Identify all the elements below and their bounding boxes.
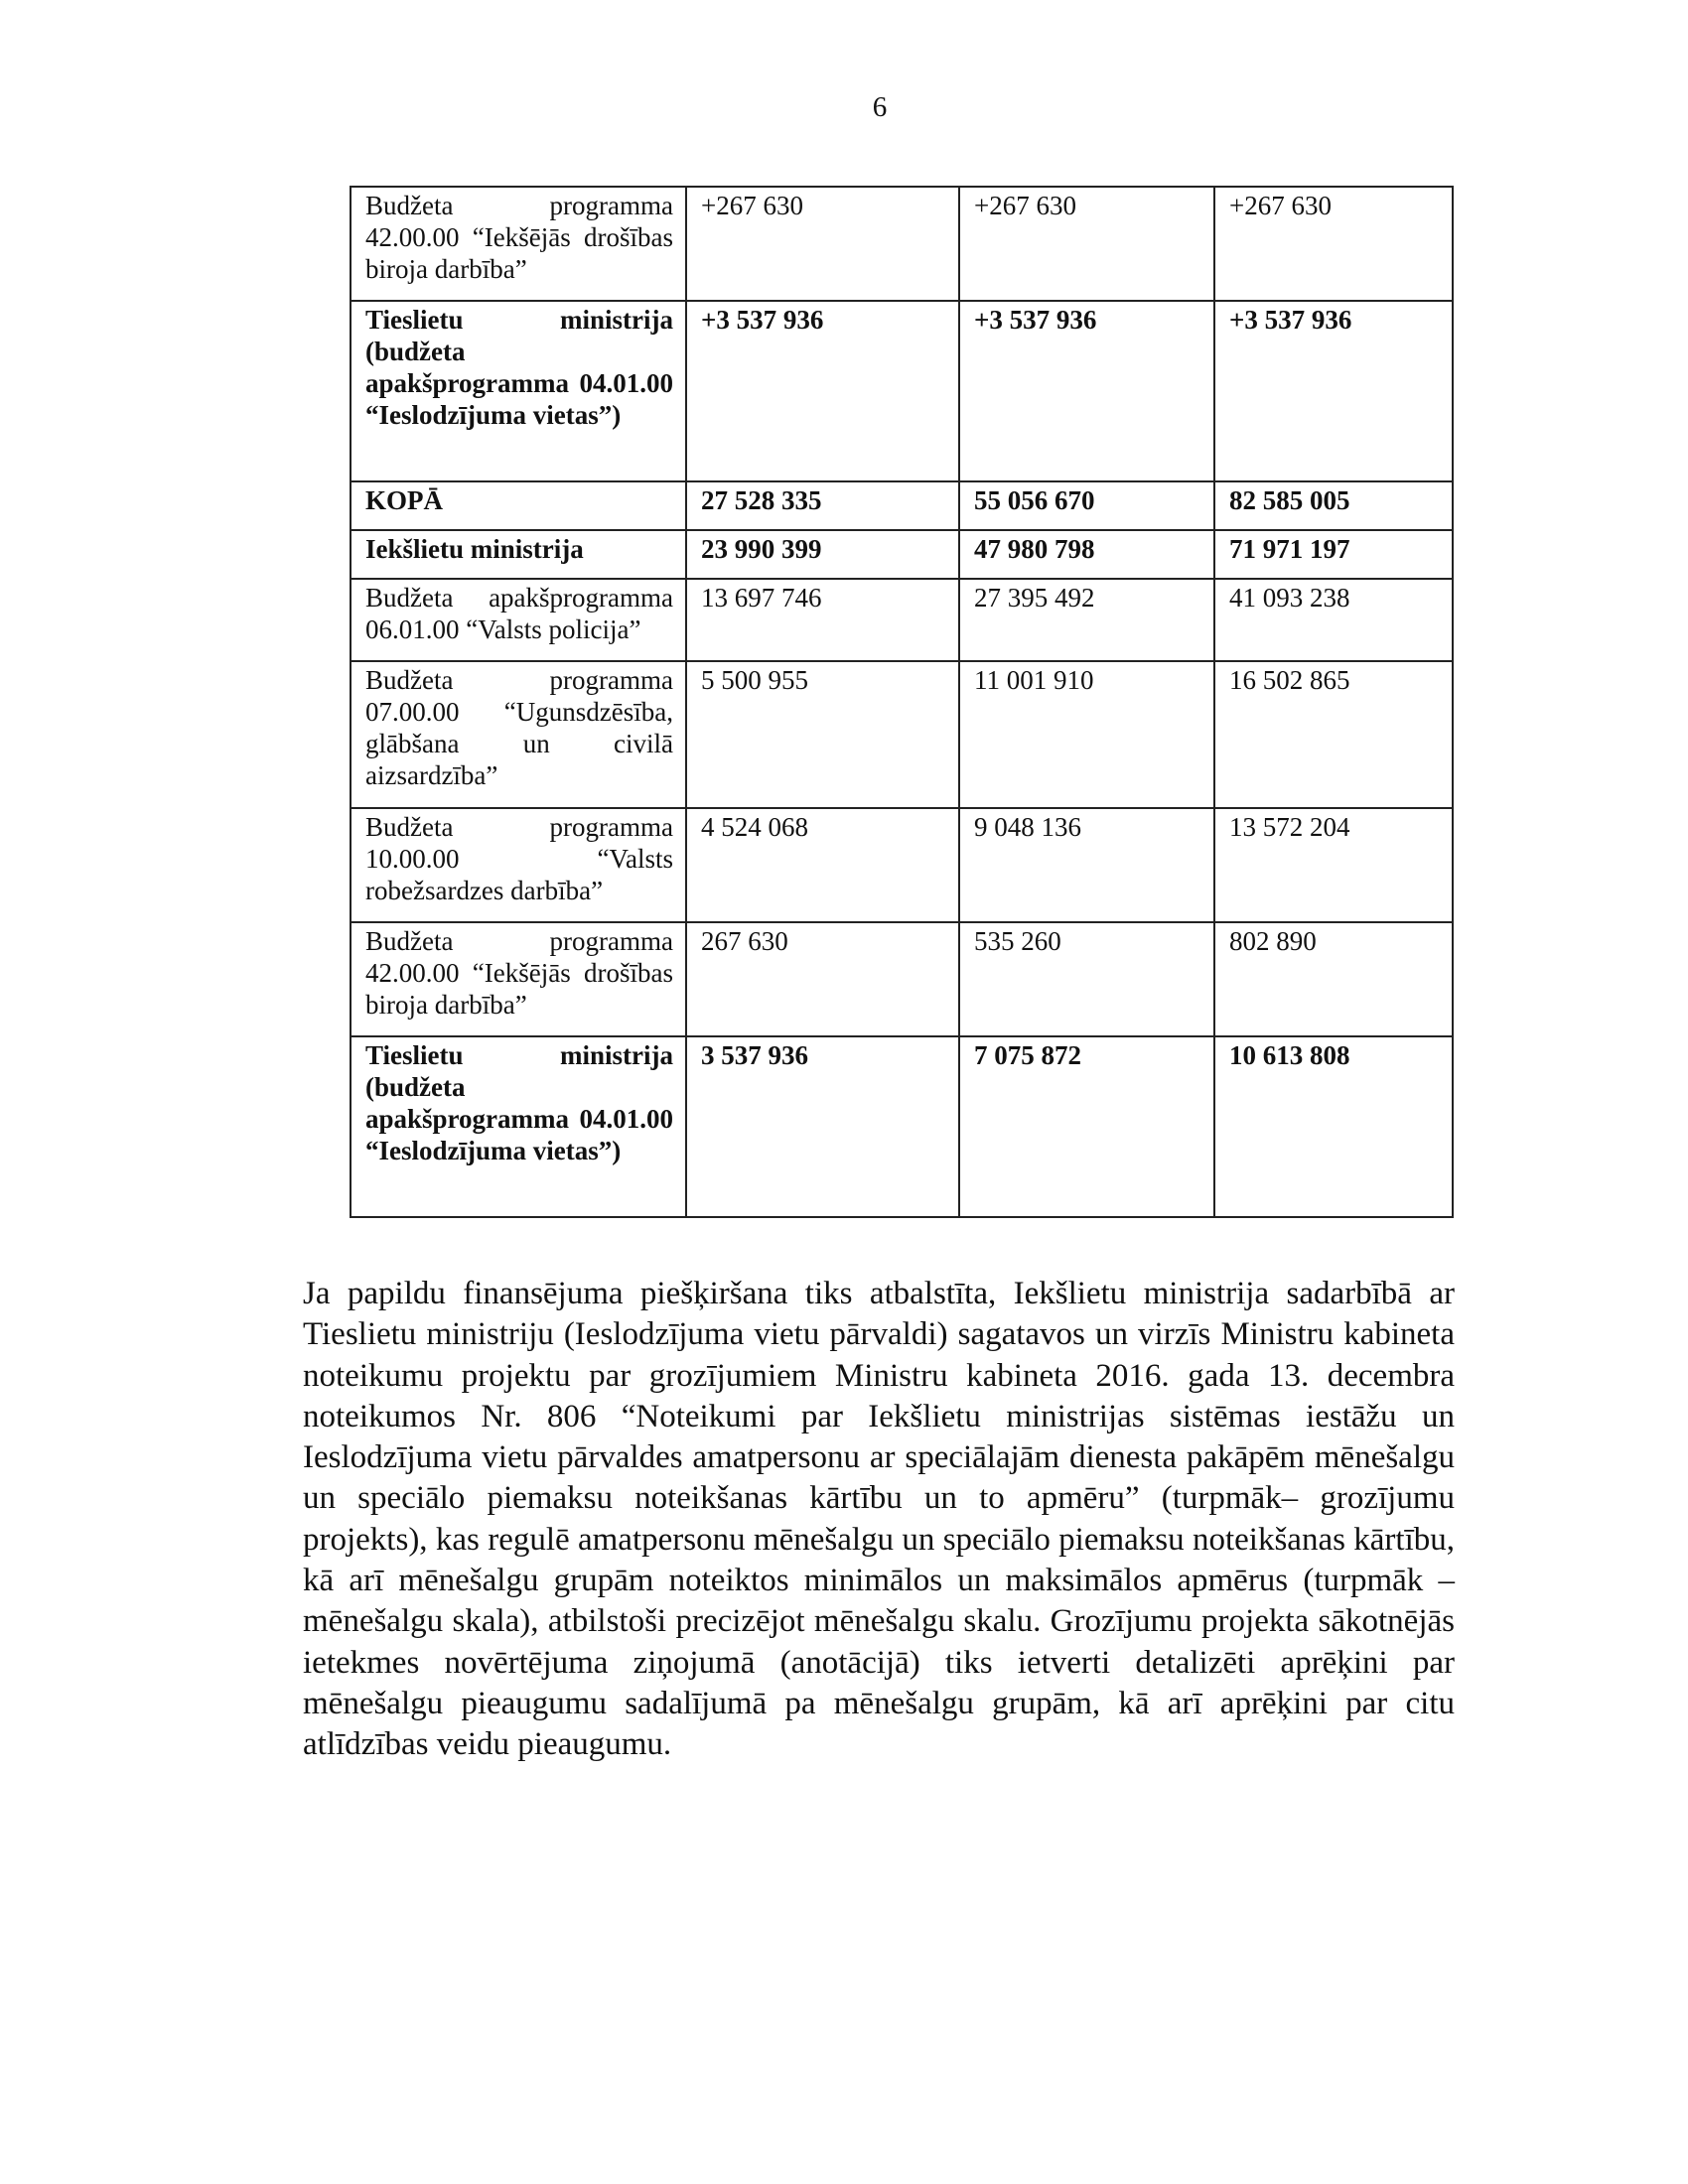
table-row	[351, 481, 1453, 530]
value-cell: 41 093 238	[1214, 579, 1453, 661]
table-row	[351, 301, 1453, 481]
body-paragraph: Ja papildu finansējuma piešķiršana tiks atbalstīta, Iekšlietu ministrija sadarbībā ar Tieslietu ministriju (Ieslodzījuma vietu pārvaldi) sagatavos un virzīs Ministru kabineta noteikumu projektu par grozījumiem Ministru kabineta 2016. gada 13. decembra noteikumos Nr. 806 “Noteikumi par Iekšlietu ministrijas sistēmas iestāžu un Ieslodzījuma vietu pārvaldes amatpersonu ar speciālajām dienesta pakāpēm mēnešalgu un speciālo piemaksu noteikšanas kārtību un to apmēru” (turpmāk– grozījumu projekts), kas regulē amatpersonu mēnešalgu un speciālo piemaksu noteikšanas kārtību, kā arī mēnešalgu grupām noteiktos minimālos un maksimālos apmērus (turpmāk – mēnešalgu skala), atbilstoši precizējot mēnešalgu skalu. Grozījumu projekta sākotnējās ietekmes novērtējuma ziņojumā (anotācijā) tiks ietverti detalizēti aprēķini par mēnešalgu pieaugumu sadalījumā pa mēnešalgu grupām, kā arī aprēķini par citu atlīdzības veidu pieaugumu.	[303, 1276, 1455, 1763]
value-cell: 23 990 399	[686, 530, 959, 579]
value-cell: 802 890	[1214, 922, 1453, 1036]
row-label-cell: Budžeta programma 42.00.00 “Iekšējās drošības biroja darbība”	[351, 187, 686, 301]
value-cell: 5 500 955	[686, 661, 959, 808]
table-row	[351, 187, 1453, 301]
row-label-cell: Budžeta programma 10.00.00 “Valsts robežsardzes darbība”	[351, 808, 686, 922]
value-cell: +3 537 936	[959, 301, 1214, 481]
value-cell: 13 572 204	[1214, 808, 1453, 922]
value-cell: 71 971 197	[1214, 530, 1453, 579]
table-row	[351, 922, 1453, 1036]
value-cell: 3 537 936	[686, 1036, 959, 1217]
value-cell: 82 585 005	[1214, 481, 1453, 530]
table-row	[351, 579, 1453, 661]
table-row	[351, 808, 1453, 922]
table-body	[351, 187, 1453, 1217]
row-label-cell: Budžeta programma 42.00.00 “Iekšējās drošības biroja darbība”	[351, 922, 686, 1036]
table-row	[351, 661, 1453, 808]
value-cell: 535 260	[959, 922, 1214, 1036]
value-cell: 47 980 798	[959, 530, 1214, 579]
value-cell: 267 630	[686, 922, 959, 1036]
row-label-cell: Iekšlietu ministrija	[351, 530, 686, 579]
value-cell: 4 524 068	[686, 808, 959, 922]
table-row	[351, 530, 1453, 579]
value-cell: +267 630	[1214, 187, 1453, 301]
row-label-cell: Tieslietu ministrija (budžeta apakšprogramma 04.01.00 “Ieslodzījuma vietas”)	[351, 301, 686, 481]
value-cell: 27 395 492	[959, 579, 1214, 661]
row-label-cell: Budžeta programma 07.00.00 “Ugunsdzēsība, glābšana un civilā aizsardzība”	[351, 661, 686, 808]
value-cell: 27 528 335	[686, 481, 959, 530]
page-number: 6	[872, 91, 888, 123]
value-cell: 11 001 910	[959, 661, 1214, 808]
value-cell: 7 075 872	[959, 1036, 1214, 1217]
row-label-cell: KOPĀ	[351, 481, 686, 530]
table-row	[351, 1036, 1453, 1217]
value-cell: 13 697 746	[686, 579, 959, 661]
value-cell: 55 056 670	[959, 481, 1214, 530]
value-cell: +267 630	[686, 187, 959, 301]
row-label-cell: Tieslietu ministrija (budžeta apakšprogramma 04.01.00 “Ieslodzījuma vietas”)	[351, 1036, 686, 1217]
budget-table	[350, 186, 1454, 1218]
value-cell: 10 613 808	[1214, 1036, 1453, 1217]
value-cell: 9 048 136	[959, 808, 1214, 922]
value-cell: +267 630	[959, 187, 1214, 301]
row-label-cell: Budžeta apakšprogramma 06.01.00 “Valsts policija”	[351, 579, 686, 661]
value-cell: +3 537 936	[686, 301, 959, 481]
value-cell: +3 537 936	[1214, 301, 1453, 481]
value-cell: 16 502 865	[1214, 661, 1453, 808]
